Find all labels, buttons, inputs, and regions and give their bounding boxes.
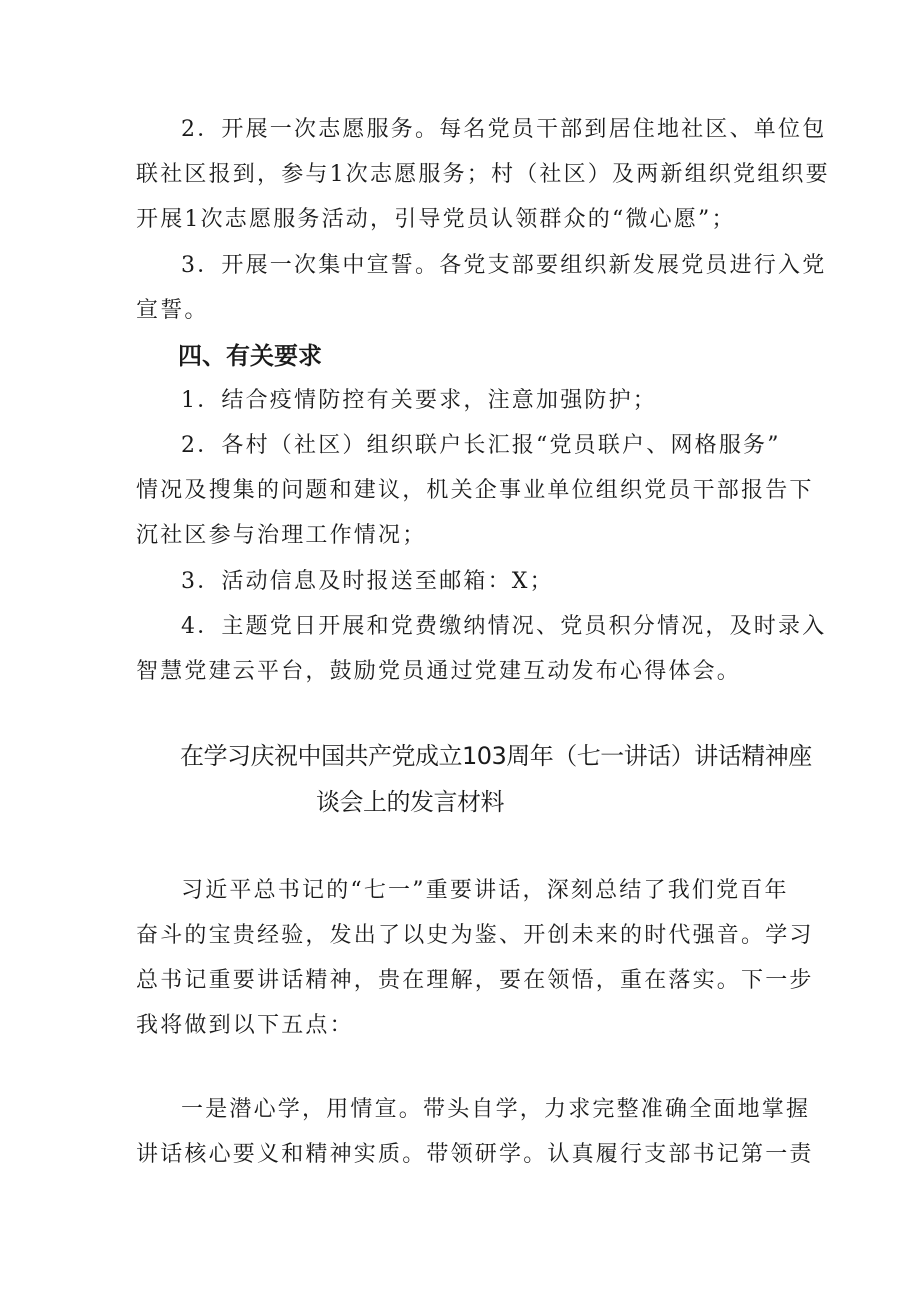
s4-item3-line1: 3．活动信息及时报送至邮箱：X； [181,569,554,594]
s4-item2-line2: 情况及搜集的问题和建议，机关企事业单位组织党员干部报告下 [136,478,814,503]
para1-line4: 我将做到以下五点： [136,1013,354,1038]
s3-item3-line1: 3．开展一次集中宣誓。各党支部要组织新发展党员进行入党 [181,253,827,278]
s3-item2-line1: 2．开展一次志愿服务。每名党员干部到居住地社区、单位包 [181,117,827,142]
article-title-line2: 谈会上的发言材料 [316,788,504,816]
section4-heading: 四、有关要求 [178,342,322,370]
s4-item1-line1: 1．结合疫情防控有关要求，注意加强防护； [181,388,657,413]
s4-item4-line2: 智慧党建云平台，鼓励党员通过党建互动发布心得体会。 [136,659,742,684]
para1-line1: 习近平总书记的“七一”重要讲话，深刻总结了我们党百年 [181,878,789,903]
para1-line2: 奋斗的宝贵经验，发出了以史为鉴、开创未来的时代强音。学习 [136,923,814,948]
s4-item2-line3: 沉社区参与治理工作情况； [136,523,427,548]
para2-line2: 讲话核心要义和精神实质。带领研学。认真履行支部书记第一责 [136,1142,814,1167]
article-title-line1: 在学习庆祝中国共产党成立103周年（七一讲话）讲话精神座 [180,742,812,770]
s3-item2-line3: 开展1次志愿服务活动，引导党员认领群众的“微心愿”； [136,207,736,232]
s4-item4-line1: 4．主题党日开展和党费缴纳情况、党员积分情况，及时录入 [181,614,827,639]
s3-item2-line2: 联社区报到，参与1次志愿服务；村（社区）及两新组织党组织要 [136,162,830,187]
s4-item2-line1: 2．各村（社区）组织联户长汇报“党员联户、网格服务” [181,433,781,458]
s3-item3-line2: 宣誓。 [136,298,209,323]
para2-line1: 一是潜心学，用情宣。带头自学，力求完整准确全面地掌握 [181,1097,811,1122]
para1-line3: 总书记重要讲话精神，贵在理解，要在领悟，重在落实。下一步 [136,968,814,993]
